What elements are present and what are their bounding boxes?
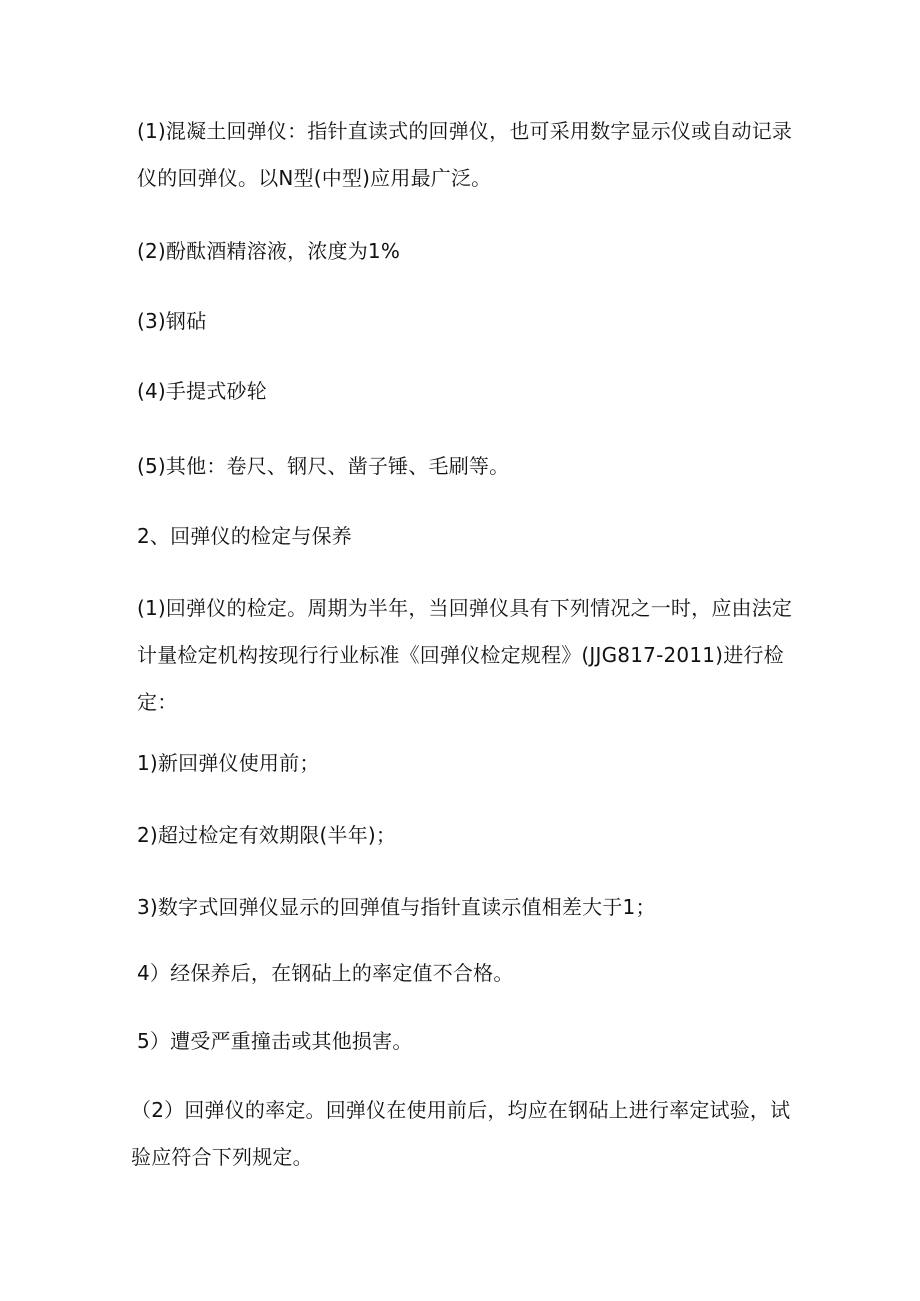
paragraph-other-tools: (5)其他：卷尺、钢尺、凿子锤、毛刷等。: [137, 454, 510, 478]
list-item-digital-difference: 3)数字式回弹仪显示的回弹值与指针直读示值相差大于1；: [137, 895, 656, 919]
paragraph-rebound-hammer: (1)混凝土回弹仪：指针直读式的回弹仪，也可采用数字显示仪或自动记录仪的回弹仪。以N型(中型)应用最广泛。: [137, 119, 793, 190]
list-item-expired: 2)超过检定有效期限(半年)；: [137, 823, 397, 847]
paragraph-grinding-wheel: (4)手提式砂轮: [137, 379, 267, 403]
section-heading-calibration: 2、回弹仪的检定与保养: [137, 524, 352, 548]
paragraph-phenolphthalein: (2)酚酞酒精溶液，浓度为1%: [137, 239, 401, 263]
paragraph-steel-anvil: (3)钢砧: [137, 309, 207, 333]
paragraph-verification: (1)回弹仪的检定。周期为半年，当回弹仪具有下列情况之一时，应由法定计量检定机构按现行行业标准《回弹仪检定规程》(JJG817-2011)进行检定：: [137, 596, 793, 714]
list-item-after-maintenance: 4）经保养后，在钢砧上的率定值不合格。: [137, 961, 514, 985]
paragraph-rating-test: （2）回弹仪的率定。回弹仪在使用前后，均应在钢砧上进行率定试验，试验应符合下列规定。: [131, 1098, 791, 1169]
list-item-damage: 5）遭受严重撞击或其他损害。: [137, 1029, 413, 1053]
list-item-new-instrument: 1)新回弹仪使用前；: [137, 751, 320, 775]
